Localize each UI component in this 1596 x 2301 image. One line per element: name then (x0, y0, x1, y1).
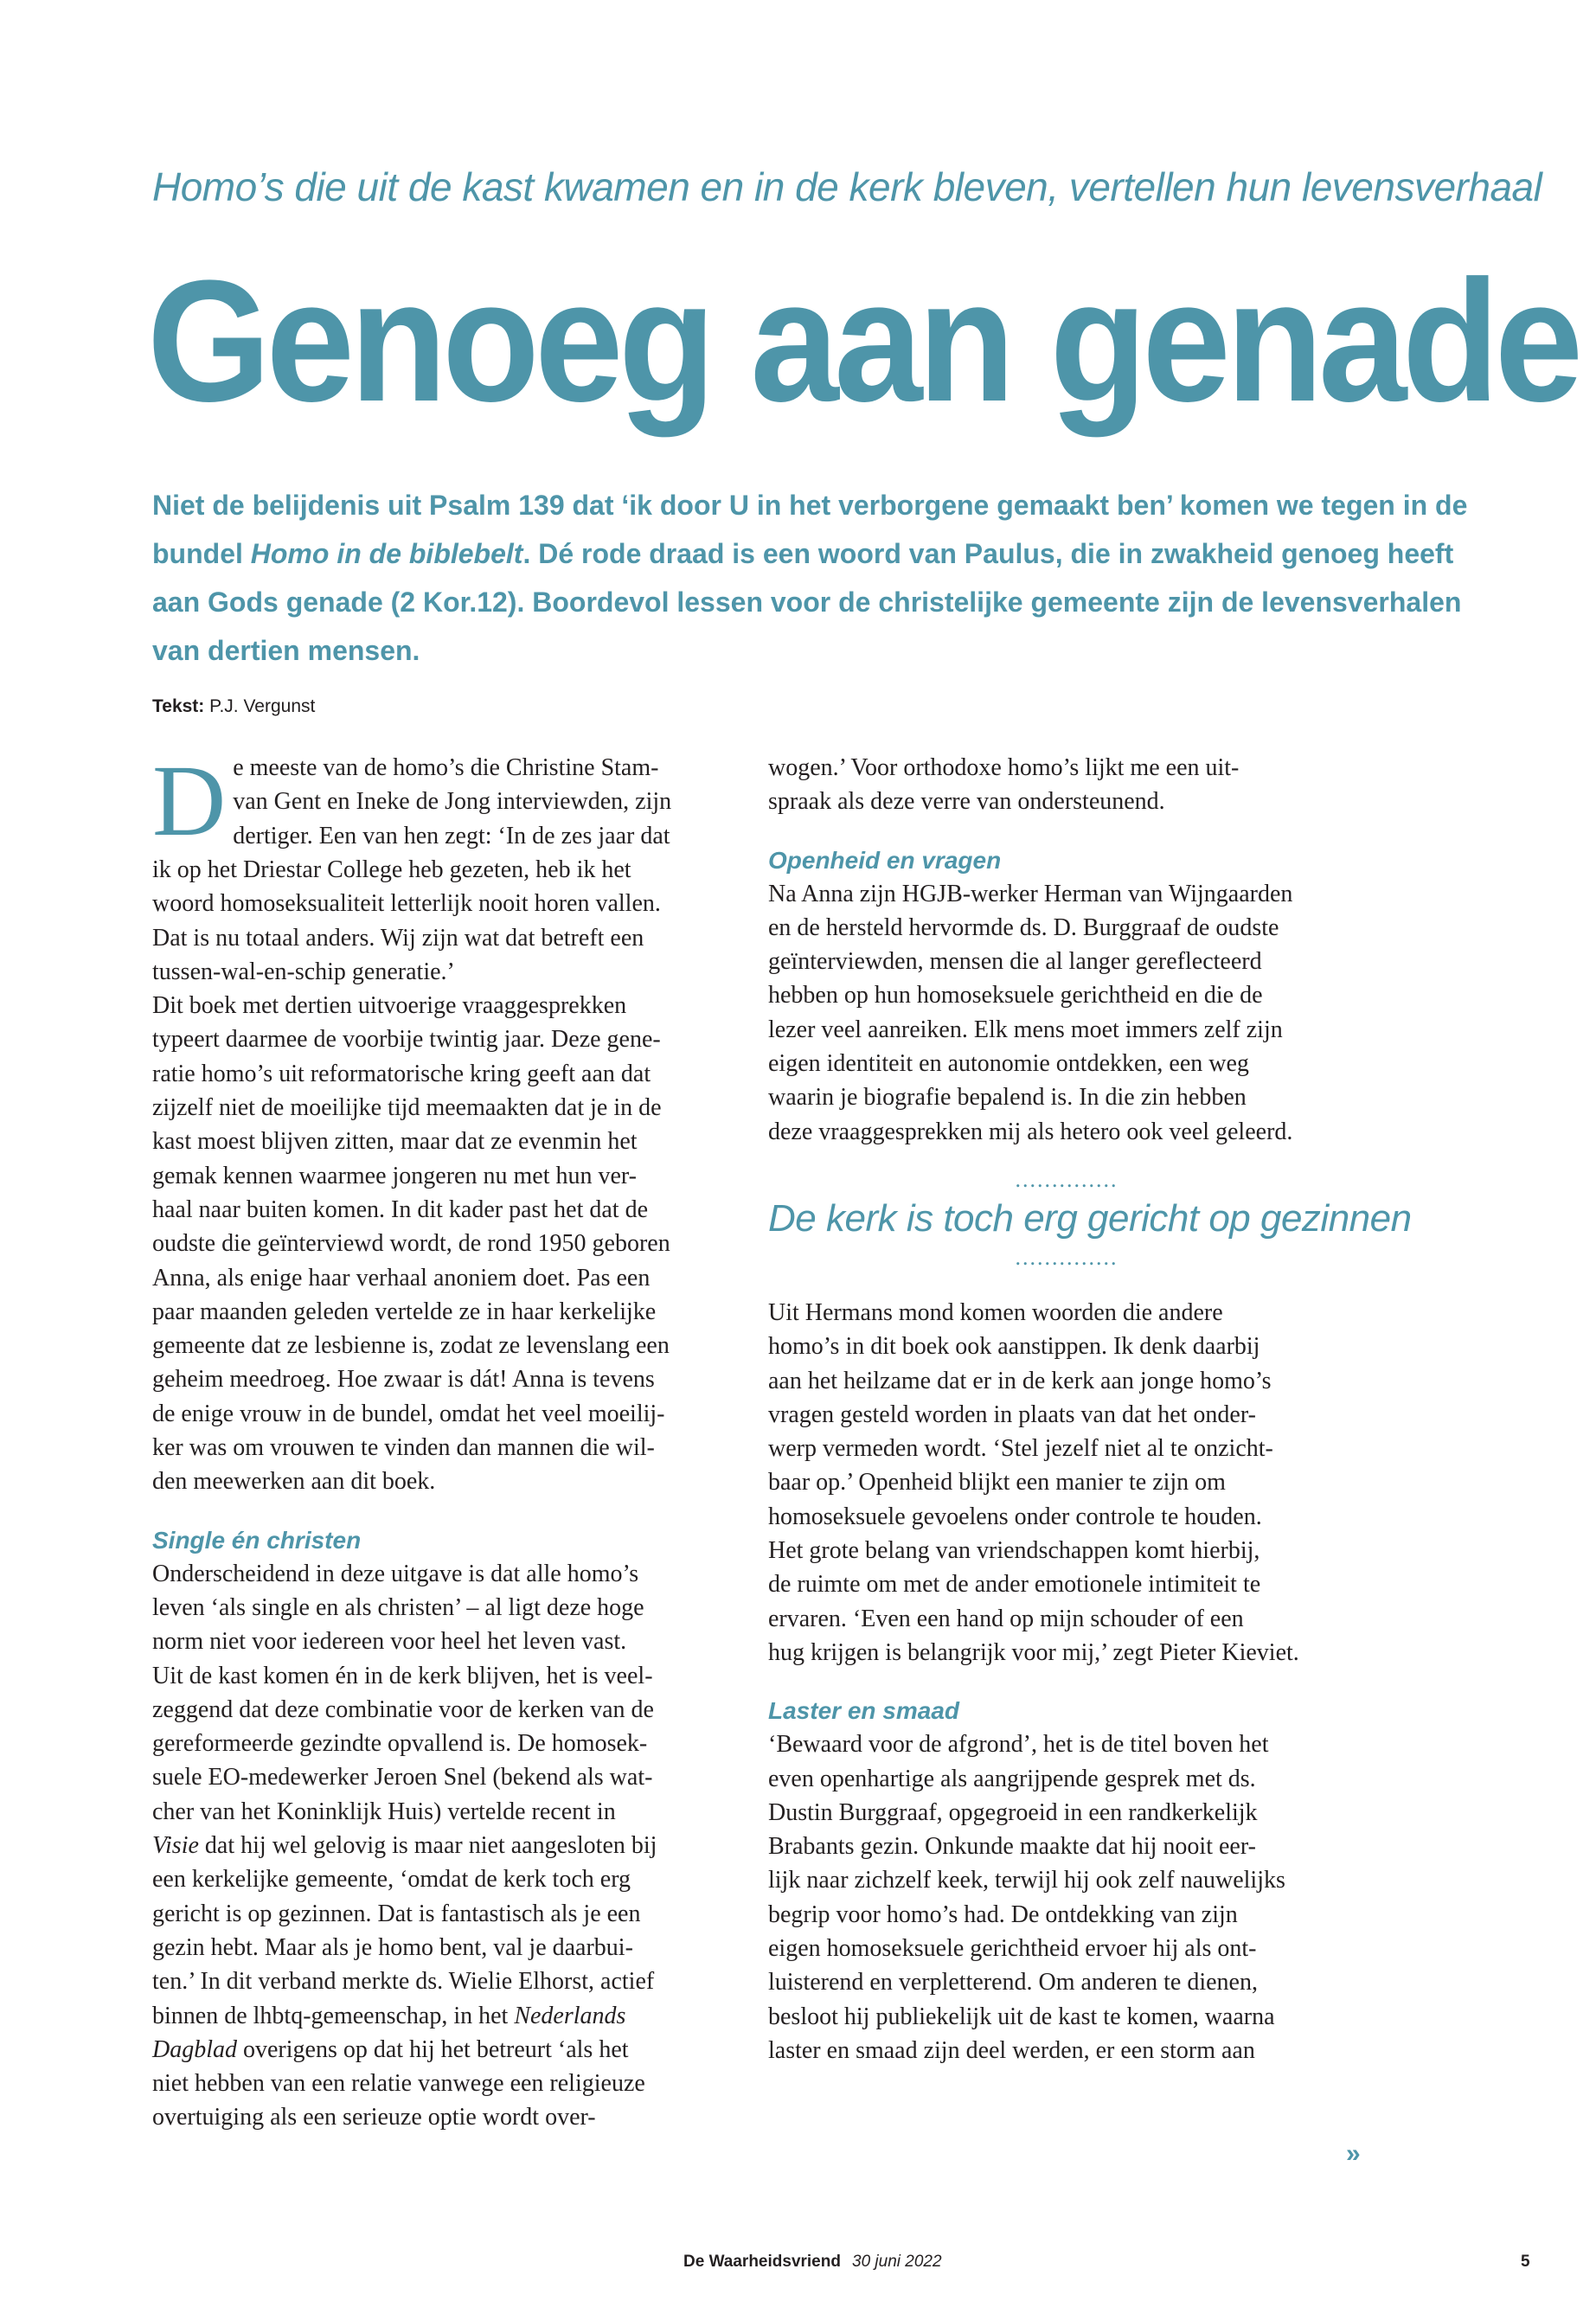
subhead-laster-en-smaad: Laster en smaad (768, 1697, 959, 1725)
text-line: ervaren. ‘Even een hand op mijn schouder of een (768, 1605, 1244, 1632)
text-line: aan het heilzame dat er in de kerk aan jonge homo’s (768, 1367, 1272, 1394)
text-line: gereformeerde gezindte opvallend is. De homosek- (152, 1730, 648, 1758)
text-line: niet hebben van een relatie vanwege een religieuze (152, 2070, 645, 2098)
text-line: woord homoseksualiteit letterlijk nooit horen vallen. (152, 890, 661, 918)
magazine-title: Visie (152, 1832, 199, 1860)
text-line: besloot hij publiekelijk uit de kast te komen, waarna (768, 2003, 1275, 2030)
book-title: Homo in de biblebelt (250, 538, 523, 569)
text-line: gezin hebt. Maar als je homo bent, val je daarbui- (152, 1933, 633, 1961)
text-line: typeert daarmee de voorbije twintig jaar. Deze gene- (152, 1026, 661, 1054)
text-line (152, 2033, 749, 2067)
text-line: ten.’ In dit verband merkte ds. Wielie Elhorst, actief (152, 1968, 655, 1996)
right-column (768, 751, 1412, 2067)
text-line: lezer veel aanreiken. Elk mens moet immers zelf zijn (768, 1016, 1283, 1043)
footer-date: 30 juni 2022 (852, 2253, 942, 2271)
text-line: norm niet voor iedereen voor heel het leven vast. (152, 1628, 627, 1656)
text-line: Dustin Burggraaf, opgegroeid in een randkerkelijk (768, 1798, 1258, 1826)
text-line: Uit de kast komen én in de kerk blijven, het is veel- (152, 1662, 653, 1689)
pull-quote-dots-bottom: .............. (1015, 1244, 1118, 1270)
text-line: werp vermeden wordt. ‘Stel jezelf niet al te onzicht- (768, 1435, 1273, 1463)
newspaper-title: Dagblad (152, 2035, 237, 2063)
text-line: paar maanden geleden vertelde ze in haar kerkelijke (152, 1298, 657, 1325)
text-line (152, 1999, 749, 2033)
continue-arrow-icon: » (1346, 2139, 1361, 2168)
byline (152, 694, 315, 720)
text-span: binnen de lhbtq-gemeenschap, in het (152, 2002, 515, 2029)
text-line: zijzelf niet de moeilijke tijd meemaakten dat je in de (152, 1094, 662, 1122)
lead-line (152, 529, 1454, 578)
text-line: suele EO-medewerker Jeroen Snel (bekend als wat- (152, 1764, 653, 1791)
subhead-openheid-en-vragen: Openheid en vragen (768, 846, 1002, 874)
text-line: ker was om vrouwen te vinden dan mannen die wil- (152, 1434, 655, 1462)
intro-block (152, 744, 749, 857)
text-line (152, 1829, 749, 1862)
text-line: baar op.’ Openheid blijkt een manier te zijn om (768, 1469, 1226, 1497)
text-line: van Gent en Ineke de Jong interviewden, zijn (233, 788, 672, 816)
text-line: geheim meedroeg. Hoe zwaar is dát! Anna is tevens (152, 1366, 655, 1394)
text-line: even openhartige als aangrijpende gesprek met ds. (768, 1765, 1256, 1792)
text-line: geïnterviewden, mensen die al langer gereflecteerd (768, 948, 1262, 976)
text-line: vragen gesteld worden in plaats van dat het onder- (768, 1400, 1256, 1428)
article-title: Genoeg aan genade (147, 245, 1579, 438)
pull-quote-block (768, 1166, 1412, 1270)
text-line: laster en smaad zijn deel werden, er een storm aan (768, 2036, 1255, 2064)
text-line: Dit boek met dertien uitvoerige vraaggesprekken (152, 992, 627, 1020)
text-line: cher van het Koninklijk Huis) vertelde recent in (152, 1798, 616, 1825)
byline-label: Tekst: (152, 696, 205, 716)
text-line: Na Anna zijn HGJB-werker Herman van Wijngaarden (768, 880, 1293, 907)
opening-lines (768, 751, 1365, 819)
text-line: Onderscheidend in deze uitgave is dat alle homo’s (152, 1560, 639, 1587)
text-span: dat hij wel gelovig is maar niet aangesloten bij (198, 1832, 657, 1860)
lead-line: aan Gods genade (2 Kor.12). Boordevol lessen voor de christelijke gemeente zijn de levensverhalen (152, 586, 1462, 618)
text-line: Uit Hermans mond komen woorden die andere (768, 1298, 1223, 1326)
text-line: de ruimte om met de ander emotionele intimiteit te (768, 1571, 1261, 1599)
lead-line: van dertien mensen. (152, 635, 420, 666)
text-line: luisterend en verpletterend. Om anderen te dienen, (768, 1969, 1258, 1997)
text-line: eigen homoseksuele gerichtheid ervoer hij als ont- (768, 1935, 1257, 1963)
left-column (152, 744, 749, 2135)
text-line: leven ‘als single en als christen’ – al ligt deze hoge (152, 1593, 644, 1621)
text-line: waarin je biografie bepalend is. In die zin hebben (768, 1084, 1247, 1112)
text-line: gemak kennen waarmee jongeren nu met hun ver- (152, 1162, 637, 1189)
text-line: homo’s in dit boek ook aanstippen. Ik denk daarbij (768, 1333, 1260, 1361)
text-line: haal naar buiten komen. In dit kader past het dat de (152, 1195, 649, 1223)
text-line: en de hersteld hervormde ds. D. Burggraaf de oudste (768, 913, 1279, 941)
text-line: e meeste van de homo’s die Christine Stam- (233, 754, 659, 781)
pull-quote: De kerk is toch erg gericht op gezinnen (768, 1196, 1412, 1240)
text-line: Brabants gezin. Onkunde maakte dat hij nooit eer- (768, 1833, 1256, 1861)
text-line: de enige vrouw in de bundel, omdat het veel moeilij- (152, 1400, 665, 1427)
text-line: eigen identiteit en autonomie ontdekken, een weg (768, 1050, 1249, 1078)
text-line: kast moest blijven zitten, maar dat ze evenmin het (152, 1128, 638, 1156)
page-footer (0, 2249, 1596, 2275)
text-line: homoseksuele gevoelens onder controle te houden. (768, 1503, 1262, 1530)
text-line: ik op het Driestar College heb gezeten, heb ik het (152, 856, 631, 883)
text-line: den meewerken aan dit boek. (152, 1468, 436, 1496)
text-line: hebben op hun homoseksuele gerichtheid en die de (768, 982, 1263, 1009)
section-4 (768, 1727, 1365, 2067)
text-line: ratie homo’s uit reformatorische kring geeft aan dat (152, 1060, 651, 1087)
section-1c (152, 2067, 749, 2135)
article-overline: Homo’s die uit de kast kwamen en in de kerk bleven, vertellen hun levensverhaal (152, 164, 1542, 209)
text-line: Het grote belang van vriendschappen komt hierbij, (768, 1537, 1260, 1565)
section-1b (152, 1862, 749, 1998)
text-line: overtuiging als een serieuze optie wordt over- (152, 2104, 596, 2131)
text-line: gericht is op gezinnen. Dat is fantastisch als je een (152, 1900, 641, 1927)
footer-publication: De Waarheidsvriend (683, 2253, 841, 2271)
text-line: hug krijgen is belangrijk voor mij,’ zegt Pieter Kieviet. (768, 1638, 1299, 1666)
text-line: begrip voor homo’s had. De ontdekking van zijn (768, 1900, 1238, 1928)
subhead-single-en-christen: Single én christen (152, 1526, 362, 1554)
article-lead (152, 481, 1468, 675)
newspaper-title: Nederlands (514, 2002, 626, 2029)
text-line: zeggend dat deze combinatie voor de kerken van de (152, 1695, 654, 1723)
page-number: 5 (1521, 2253, 1530, 2271)
text-line: ‘Bewaard voor de afgrond’, het is de titel boven het (768, 1731, 1269, 1759)
text-span: overigens op dat hij het betreurt ‘als het (237, 2035, 629, 2063)
text-line: tussen-wal-en-schip generatie.’ (152, 958, 455, 985)
byline-author: P.J. Vergunst (209, 696, 316, 716)
text-line: spraak als deze verre van ondersteunend. (768, 788, 1165, 816)
section-1a (152, 1557, 749, 1829)
text-line: gemeente dat ze lesbienne is, zodat ze levenslang een (152, 1332, 670, 1360)
text-line: dertiger. Een van hen zegt: ‘In de zes jaar dat (233, 822, 670, 849)
text-line: lijk naar zichzelf keek, terwijl hij ook zelf nauwelijks (768, 1867, 1285, 1894)
pull-quote-dots-top: .............. (1015, 1166, 1118, 1192)
section-3 (768, 1296, 1365, 1670)
section-2 (768, 877, 1365, 1149)
text-line: een kerkelijke gemeente, ‘omdat de kerk toch erg (152, 1866, 631, 1894)
drop-cap: D (152, 744, 227, 857)
text-line: Dat is nu totaal anders. Wij zijn wat dat betreft een (152, 924, 644, 952)
text-line: Anna, als enige haar verhaal anoniem doet. Pas een (152, 1264, 651, 1292)
text-line: deze vraaggesprekken mij als hetero ook veel geleerd. (768, 1118, 1293, 1145)
lead-line: Niet de belijdenis uit Psalm 139 dat ‘ik door U in het verborgene gemaakt ben’ komen we tegen in de (152, 490, 1468, 521)
intro-paragraphs (152, 853, 749, 1499)
lead-text: bundel (152, 538, 251, 569)
text-line: wogen.’ Voor orthodoxe homo’s lijkt me een uit- (768, 754, 1240, 781)
text-line: oudste die geïnterviewd wordt, de rond 1950 geboren (152, 1230, 670, 1258)
lead-text: . Dé rode draad is een woord van Paulus, die in zwakheid genoeg heeft (522, 538, 1454, 569)
